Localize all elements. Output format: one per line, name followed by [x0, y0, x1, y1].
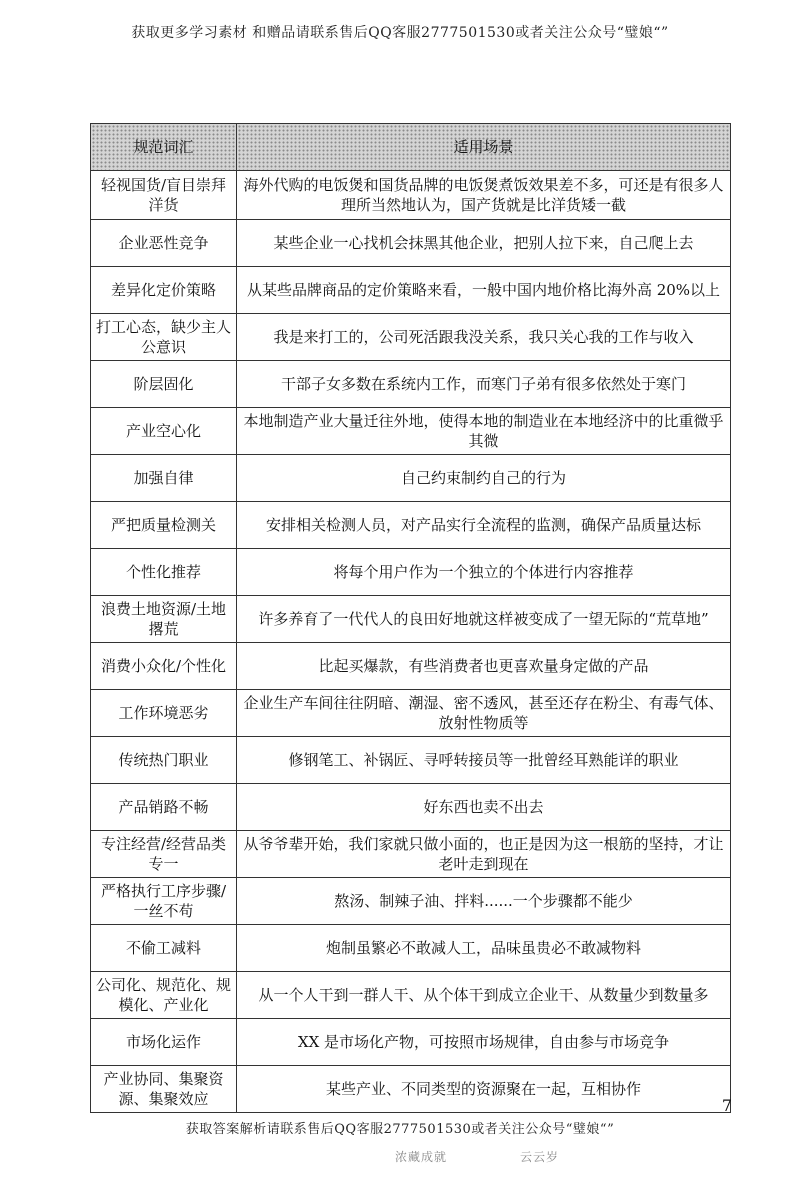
term-cell: 专注经营/经营品类专一 [91, 831, 237, 878]
table-row [91, 643, 731, 690]
header-term: 规范词汇 [91, 124, 237, 171]
term-cell: 不偷工减料 [91, 925, 237, 972]
scene-cell: 好东西也卖不出去 [237, 784, 731, 831]
scene-cell: 我是来打工的，公司死活跟我没关系，我只关心我的工作与收入 [237, 314, 731, 361]
term-cell: 打工心态，缺少主人公意识 [91, 314, 237, 361]
scan-smudge: 浓藏成就 [395, 1150, 448, 1164]
table-row [91, 220, 731, 267]
vocabulary-table [90, 123, 731, 1113]
scene-cell: 从一个人干到一群人干、从个体干到成立企业干、从数量少到数量多 [237, 972, 731, 1019]
scene-cell: 自己约束制约自己的行为 [237, 455, 731, 502]
term-cell: 严把质量检测关 [91, 502, 237, 549]
table-row [91, 831, 731, 878]
table-row [91, 737, 731, 784]
table-row [91, 925, 731, 972]
table-row [91, 171, 731, 220]
term-cell: 传统热门职业 [91, 737, 237, 784]
header-scene: 适用场景 [237, 124, 731, 171]
scene-cell: 某些产业、不同类型的资源聚在一起，互相协作 [237, 1066, 731, 1113]
page-number: 7 [721, 1096, 732, 1115]
table-row [91, 1019, 731, 1066]
scene-cell: 从爷爷辈开始，我们家就只做小面的，也正是因为这一根筋的坚持，才让老叶走到现在 [237, 831, 731, 878]
term-cell: 轻视国货/盲目崇拜洋货 [91, 171, 237, 220]
footer-note: 获取答案解析请联系售后QQ客服2777501530或者关注公众号“璧娘“” [185, 1122, 615, 1137]
table-row [91, 361, 731, 408]
scene-cell: 安排相关检测人员，对产品实行全流程的监测，确保产品质量达标 [237, 502, 731, 549]
scene-cell: 熬汤、制辣子油、拌料......一个步骤都不能少 [237, 878, 731, 925]
scene-cell: 海外代购的电饭煲和国货品牌的电饭煲煮饭效果差不多，可还是有很多人理所当然地认为，国产货就是比洋货矮一截 [237, 171, 731, 220]
scene-cell: 干部子女多数在系统内工作，而寒门子弟有很多依然处于寒门 [237, 361, 731, 408]
term-cell: 公司化、规范化、规模化、产业化 [91, 972, 237, 1019]
scene-cell: 炮制虽繁必不敢减人工，品味虽贵必不敢减物料 [237, 925, 731, 972]
table-row [91, 408, 731, 455]
table-row [91, 690, 731, 737]
table-row [91, 314, 731, 361]
term-cell: 差异化定价策略 [91, 267, 237, 314]
table-row [91, 502, 731, 549]
term-cell: 市场化运作 [91, 1019, 237, 1066]
term-cell: 加强自律 [91, 455, 237, 502]
term-cell: 工作环境恶劣 [91, 690, 237, 737]
table-row [91, 267, 731, 314]
scene-cell: 许多养育了一代代人的良田好地就这样被变成了一望无际的“荒草地” [237, 596, 731, 643]
scene-cell: 比起买爆款，有些消费者也更喜欢量身定做的产品 [237, 643, 731, 690]
term-cell: 消费小众化/个性化 [91, 643, 237, 690]
table-row [91, 549, 731, 596]
scene-cell: XX 是市场化产物，可按照市场规律，自由参与市场竞争 [237, 1019, 731, 1066]
term-cell: 产品销路不畅 [91, 784, 237, 831]
table-row [91, 878, 731, 925]
scene-cell: 从某些品牌商品的定价策略来看，一般中国内地价格比海外高 20%以上 [237, 267, 731, 314]
scan-smudge: 云云岁 [520, 1150, 560, 1164]
table-row [91, 596, 731, 643]
scene-cell: 某些企业一心找机会抹黑其他企业，把别人拉下来，自己爬上去 [237, 220, 731, 267]
term-cell: 严格执行工序步骤/一丝不苟 [91, 878, 237, 925]
term-cell: 浪费土地资源/土地撂荒 [91, 596, 237, 643]
table-header-row [91, 124, 731, 171]
term-cell: 产业协同、集聚资源、集聚效应 [91, 1066, 237, 1113]
scene-cell: 本地制造产业大量迁往外地，使得本地的制造业在本地经济中的比重微乎其微 [237, 408, 731, 455]
term-cell: 产业空心化 [91, 408, 237, 455]
table-row [91, 1066, 731, 1113]
scene-cell: 修钢笔工、补锅匠、寻呼转接员等一批曾经耳熟能详的职业 [237, 737, 731, 784]
term-cell: 个性化推荐 [91, 549, 237, 596]
term-cell: 企业恶性竞争 [91, 220, 237, 267]
scene-cell: 企业生产车间往往阴暗、潮湿、密不透风，甚至还存在粉尘、有毒气体、放射性物质等 [237, 690, 731, 737]
scene-cell: 将每个用户作为一个独立的个体进行内容推荐 [237, 549, 731, 596]
table-row [91, 784, 731, 831]
table-row [91, 972, 731, 1019]
term-cell: 阶层固化 [91, 361, 237, 408]
header-note: 获取更多学习素材 和赠品请联系售后QQ客服2777501530或者关注公众号“璧娘“” [131, 25, 669, 41]
table-row [91, 455, 731, 502]
